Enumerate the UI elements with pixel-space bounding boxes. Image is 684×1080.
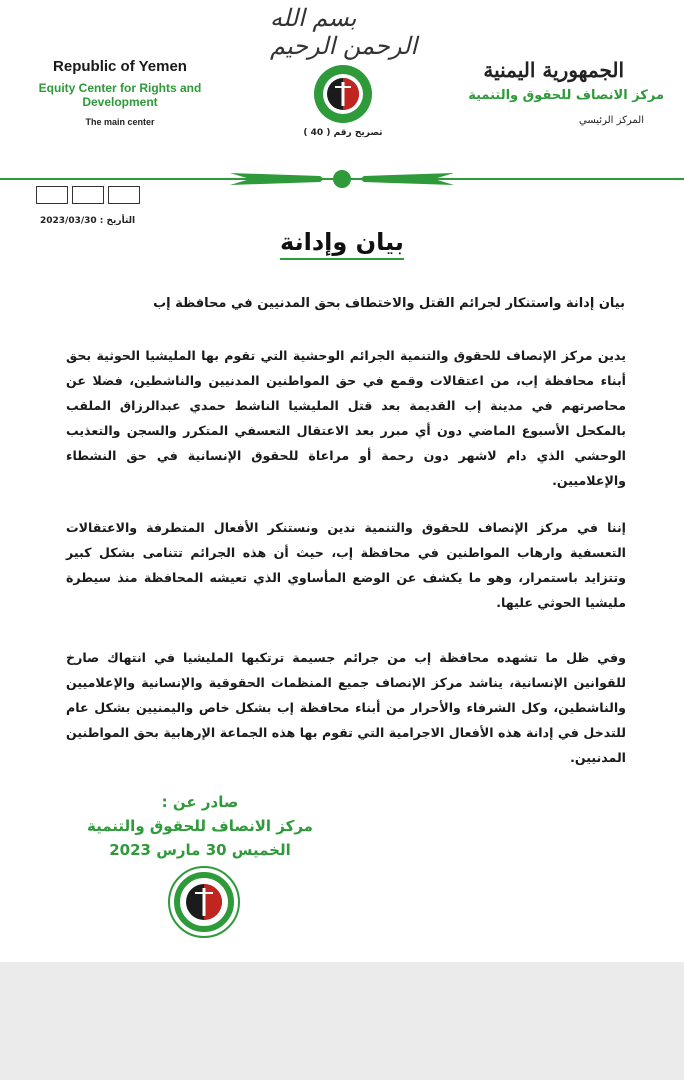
- date-label: التأريخ: [106, 216, 136, 226]
- english-main-center: The main center: [85, 117, 155, 127]
- center-logo: [313, 64, 373, 124]
- arabic-country-name: الجمهورية اليمنية: [483, 58, 624, 82]
- basmala-calligraphy: بسم الله الرحمن الرحيم: [270, 4, 418, 60]
- english-country-name: Republic of Yemen: [53, 58, 187, 75]
- reference-box: [108, 186, 140, 204]
- statement-subject: بيان إدانة واستنكار لجرائم القتل والاختطاف بحق المدنيين في محافظة إب: [153, 296, 625, 311]
- date-value: 2023/03/30: [40, 216, 97, 226]
- english-org-name: Equity Center for Rights and Development: [38, 81, 202, 109]
- reference-box: [36, 186, 68, 204]
- english-letterhead: [20, 58, 220, 127]
- permit-number: تصريح رقم ( 40 ): [303, 128, 383, 138]
- date-line: [40, 216, 135, 226]
- issuer-block: [80, 790, 320, 862]
- arabic-main-center: المركز الرئيسي: [579, 115, 644, 126]
- issued-by-label: صادر عن :: [161, 793, 239, 811]
- arabic-letterhead: [464, 58, 664, 126]
- issue-date: الخميس 30 مارس 2023: [109, 841, 291, 859]
- date-separator: :: [96, 216, 104, 226]
- issuer-org: مركز الانصاف للحقوق والتنمية: [87, 817, 313, 835]
- reference-box: [72, 186, 104, 204]
- paragraph-2: إننا في مركز الإنصاف للحقوق والتنمية ندين ونستنكر الأفعال المتطرفة والاعتقالات التعسفية وارهاب المواطنين في محافظة إب، حيث أن هذه الجرائم تتنامى بشكل كبير وتتزايد باستمرار، وهو ما يكشف عن الوضع المأساوي الذي تعيشه المحافظة منذ سيطرة مليشيا الحوثي عليها.: [66, 520, 626, 610]
- paragraph-3: وفي ظل ما تشهده محافظة إب من جرائم جسيمة ترتكبها المليشيا في انتهاك صارخ للقوانين الإنسانية، يناشد مركز الإنصاف جميع المنظمات الحقوقية والإنسانية والإعلاميين والناشطين، وكل الشرفاء والأحرار من أبناء محافظة إب بشكل خاص واليمنيين بشكل عام للتدخل في إدانة هذه الأفعال الاجرامية التي تقوم بها هذه الجماعة الإرهابية بحق المواطنين المدنيين.: [66, 650, 626, 765]
- statement-heading-text: بيان وإدانة: [280, 228, 404, 260]
- reference-boxes: [36, 186, 144, 204]
- paragraph-1: يدين مركز الإنصاف للحقوق والتنمية الجرائم الوحشية التي تقوم بها المليشيا الحوثية بحق أبناء محافظة إب، من اعتقالات وقمع في حق المواطنين المدنيين والناشطين، فضلا عن محاصرتهم في مدينة إب القديمة بعد قتل المليشيا الناشط حمدي عبدالرزاق الملقب بالمكحل الأسبوع الماضي دون أي مبرر بعد الاعتقال التعسفي المتكرر والسجن والتعذيب الوحشي الذي دام لاشهر دون رحمة أو مراعاة للحقوق الإنسانية في حق النشطاء والإعلاميين.: [66, 348, 626, 488]
- center-seal: [168, 866, 240, 938]
- arabic-org-name: مركز الانصاف للحقوق والتنمية: [468, 88, 664, 103]
- statement-heading: [0, 228, 684, 256]
